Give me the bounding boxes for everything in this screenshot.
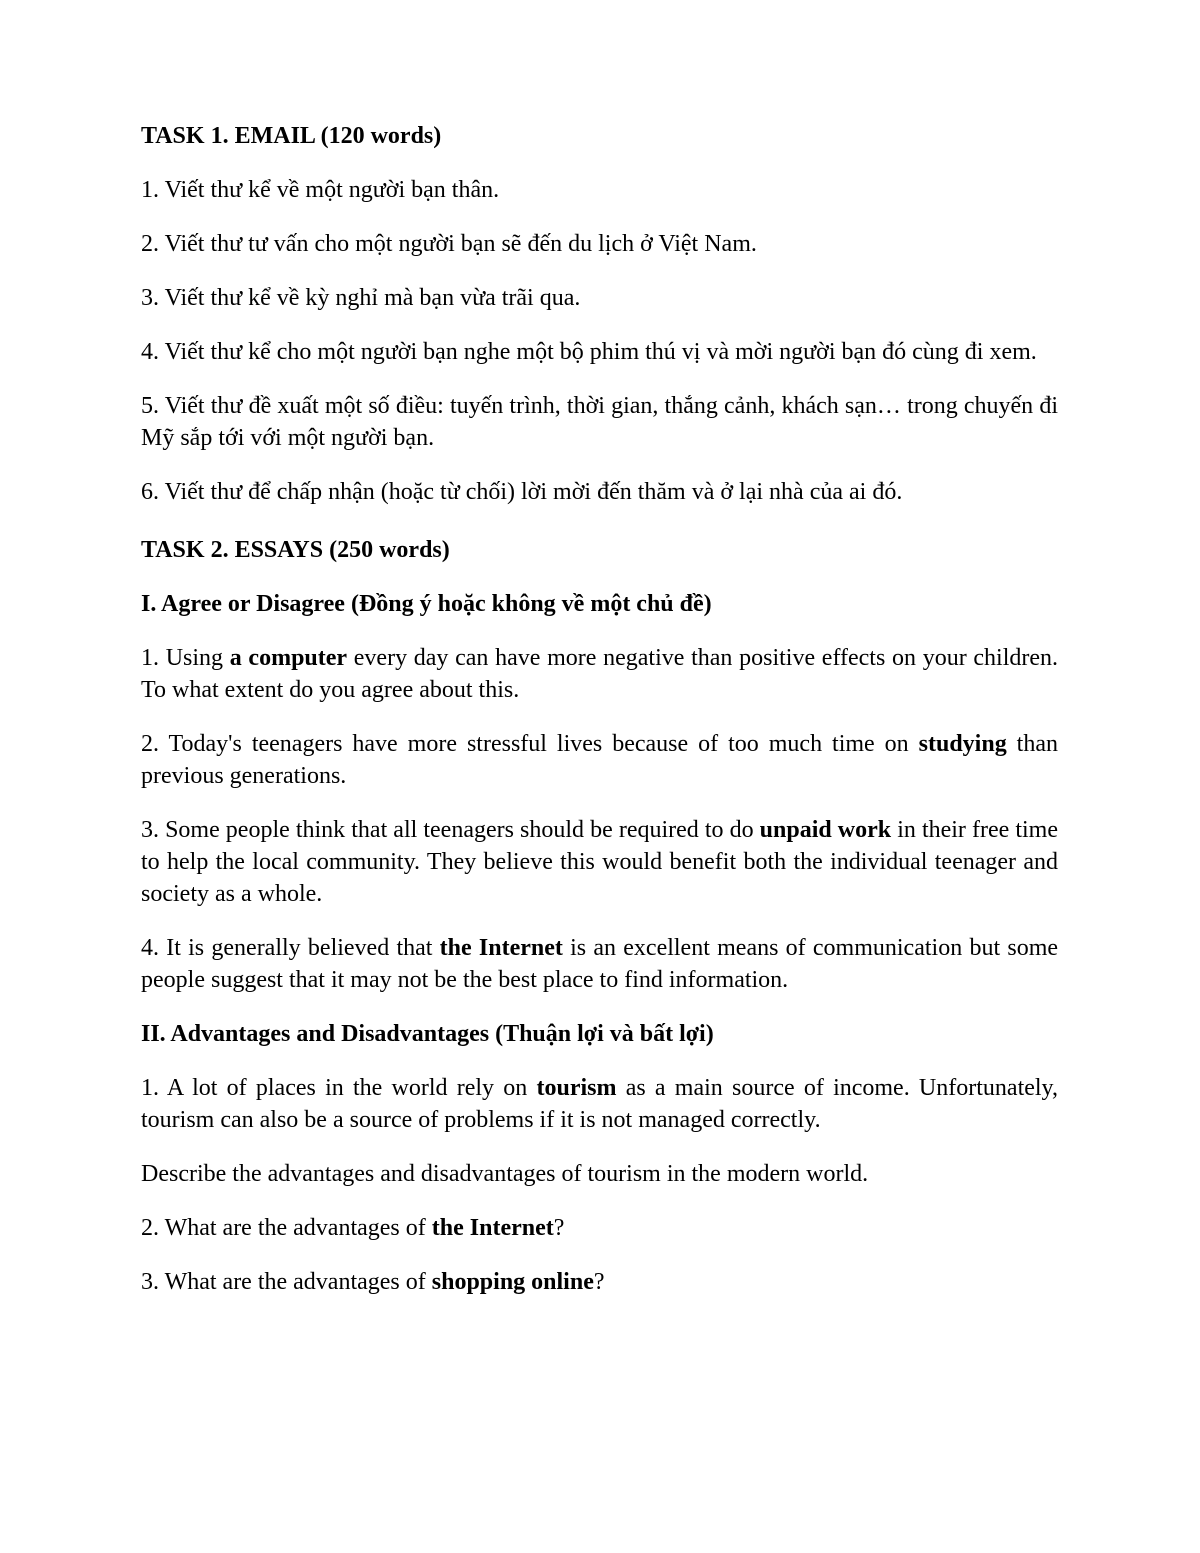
section1-item-3 [141,814,1058,910]
item-keyword: a computer [229,645,348,671]
task1-heading: TASK 1. EMAIL (120 words) [141,123,442,149]
task2-heading: TASK 2. ESSAYS (250 words) [141,537,450,563]
section1-item-2 [141,728,1058,792]
item-text: every day can have more negative than positive effects on your children. To what extent do you agree about this. [141,645,1059,703]
section1-item-4 [141,932,1058,996]
section2-item-3 [141,1266,1058,1298]
section2-item-1-followup: Describe the advantages and disadvantages of tourism in the modern world. [141,1161,869,1187]
item-text: ? [593,1269,605,1295]
item-text: 1. Using [141,645,230,671]
item-text: is an excellent means of communication but some people suggest that it may not be the best place to find information. [141,935,1059,993]
item-keyword: the Internet [431,1215,554,1241]
task1-item-6: 6. Viết thư để chấp nhận (hoặc từ chối) lời mời đến thăm và ở lại nhà của ai đó. [141,479,903,505]
item-text: than previous generations. [141,731,1058,789]
task1-item-1: 1. Viết thư kể về một người bạn thân. [141,177,500,203]
task1-item-3: 3. Viết thư kể về kỳ nghỉ mà bạn vừa trãi qua. [141,285,581,311]
section2-item-2 [141,1212,1058,1244]
item-keyword: studying [918,731,1007,757]
item-text: 4. It is generally believed that [141,935,440,961]
section2-heading: II. Advantages and Disadvantages (Thuận lợi và bất lợi) [141,1021,714,1047]
task1-item-2: 2. Viết thư tư vấn cho một người bạn sẽ đến du lịch ở Việt Nam. [141,231,757,257]
section1-item-1 [141,642,1058,706]
item-text: ? [553,1215,565,1241]
item-keyword: shopping online [431,1269,594,1295]
item-keyword: the Internet [439,935,563,961]
item-keyword: tourism [536,1075,617,1101]
document-page [141,120,1058,1298]
task1-item-5: 5. Viết thư đề xuất một số điều: tuyến trình, thời gian, thắng cảnh, khách sạn… trong chuyến đi Mỹ sắp tới với một người bạn. [141,393,1058,451]
item-text: 2. Today's teenagers have more stressful lives because of too much time on [141,731,919,757]
section1-heading: I. Agree or Disagree (Đồng ý hoặc không về một chủ đề) [141,591,712,617]
item-text: 1. A lot of places in the world rely on [141,1075,537,1101]
item-text: 2. What are the advantages of [141,1215,432,1241]
item-text: in their free time to help the local community. They believe this would benefit both the individual teenager and society as a whole. [141,817,1059,907]
item-keyword: unpaid work [759,817,892,843]
item-text: as a main source of income. Unfortunately, tourism can also be a source of problems if it is not managed correctly. [141,1075,1058,1133]
item-text: 3. What are the advantages of [141,1269,432,1295]
item-text: 3. Some people think that all teenagers should be required to do [141,817,760,843]
task1-item-4: 4. Viết thư kể cho một người bạn nghe một bộ phim thú vị và mời người bạn đó cùng đi xem. [141,339,1037,365]
section2-item-1 [141,1072,1058,1136]
